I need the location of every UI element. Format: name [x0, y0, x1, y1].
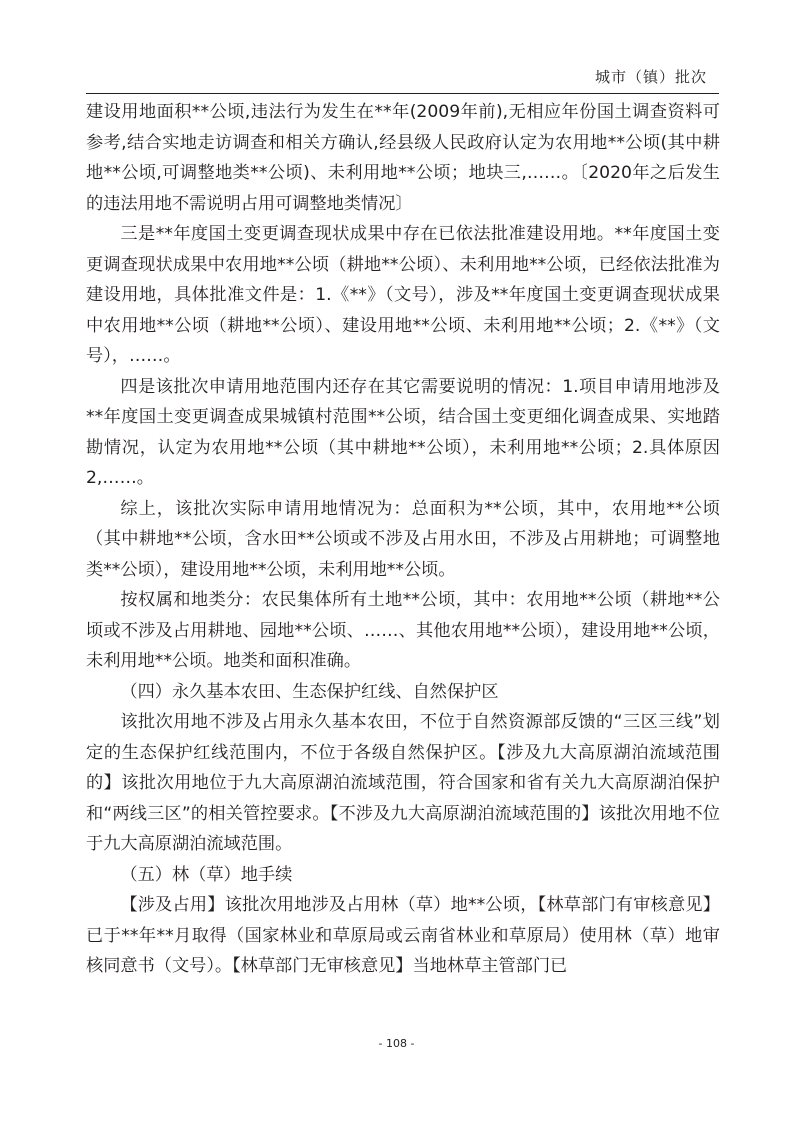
running-header-title: 城市（镇）批次 — [594, 68, 707, 86]
paragraph-5: 按权属和地类分：农民集体所有土地**公顷，其中：农用地**公顷（耕地**公顷或不涉及占用耕地、园地**公顷、……、其他农用地**公顷），建设用地**公顷，未利用地**公顷。地类和面积准确。 — [86, 590, 720, 671]
section-heading-4: （四）永久基本农田、生态保护红线、自然保护区 — [120, 681, 499, 702]
paragraph-2: 三是**年度国土变更调查现状成果中存在已依法批准建设用地。**年度国土变更调查现状成果中农用地**公顷（耕地**公顷）、未利用地**公顷，已经依法批准为建设用地，具体批准文件是：1.《**》（文号），涉及**年度国土变更调查现状成果中农用地**公顷（耕地**公顷）、建设用地**公顷、未利用地**公顷；2.《**》（文号），……。 — [86, 224, 720, 366]
paragraph-4: 综上，该批次实际申请用地情况为：总面积为**公顷，其中，农用地**公顷（其中耕地**公顷，含水田**公顷或不涉及占用水田，不涉及占用耕地；可调整地类**公顷），建设用地**公顷，未利用地**公顷。 — [86, 498, 720, 580]
document-body — [86, 97, 720, 982]
paragraph-9: 【涉及占用】该批次用地涉及占用林（草）地**公顷，【林草部门有审核意见】已于**年**月取得（国家林业和草原局或云南省林业和草原局）使用林（草）地审核同意书（文号）。【林草部门无审核意见】当地林草主管部门已 — [86, 895, 720, 976]
page-number: - 108 - — [378, 1037, 415, 1050]
header-divider — [86, 93, 719, 94]
paragraph-7: 该批次用地不涉及占用永久基本农田，不位于自然资源部反馈的“三区三线”划定的生态保护红线范围内，不位于各级自然保护区。【涉及九大高原湖泊流域范围的】该批次用地位于九大高原湖泊流域范围，符合国家和省有关九大高原湖泊保护和“两线三区”的相关管控要求。【不涉及九大高原湖泊流域范围的】该批次用地不位于九大高原湖泊流域范围。 — [86, 712, 720, 854]
paragraph-1: 建设用地面积**公顷,违法行为发生在**年(2009年前),无相应年份国土调查资料可参考,结合实地走访调查和相关方确认,经县级人民政府认定为农用地**公顷(其中耕地**公顷,可调整地类**公顷)、未利用地**公顷；地块三,……。〔2020年之后发生的违法用地不需说明占用可调整地类情况〕 — [86, 102, 720, 214]
paragraph-3: 四是该批次申请用地范围内还存在其它需要说明的情况：1.项目申请用地涉及**年度国土变更调查成果城镇村范围**公顷，结合国土变更细化调查成果、实地踏勘情况，认定为农用地**公顷（其中耕地**公顷），未利用地**公顷；2.具体原因2,……。 — [86, 376, 720, 488]
section-heading-5: （五）林（草）地手续 — [120, 864, 293, 885]
